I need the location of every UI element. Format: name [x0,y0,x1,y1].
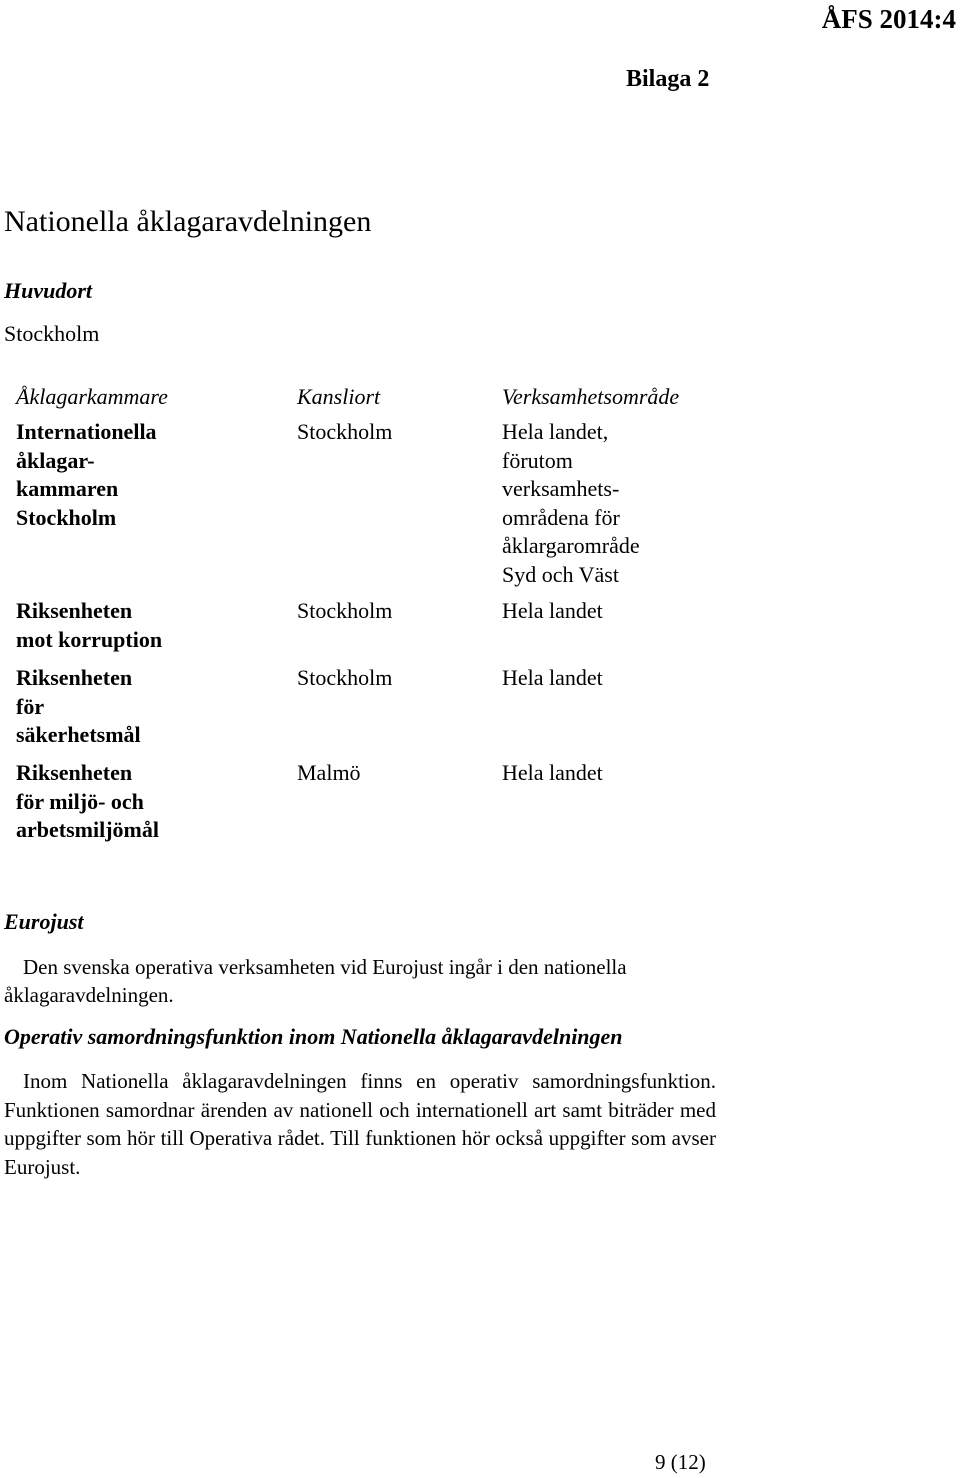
table-cell-chamber: Internationella åklagar- kammaren Stockholm [16,419,157,530]
table-cell-area: Hela landet [502,760,603,785]
table-cell-office: Stockholm [297,665,393,690]
appendix-label: Bilaga 2 [626,66,710,92]
column-header-area: Verksamhetsområde [502,384,680,409]
operative-paragraph-text: Inom Nationella åklagaravdelningen finns en operativ samordningsfunktion. Funktionen samordnar ärenden av nationell och internationell art samt biträder med uppgifter som hör till Operativa rådet. Till funktionen hör också uppgifter som avser Eurojust. [4,1069,716,1179]
table-cell-chamber: Riksenheten för miljö- och arbetsmiljömål [16,760,159,842]
headquarters-heading: Huvudort [4,278,93,303]
page-title: Nationella åklagaravdelningen [4,205,372,238]
eurojust-heading: Eurojust [4,909,84,934]
table-cell-office: Stockholm [297,419,393,444]
table-cell-area: Hela landet [502,665,603,690]
table-cell-office: Stockholm [297,598,393,623]
eurojust-paragraph [4,953,716,1009]
table-cell-chamber: Riksenheten mot korruption [16,598,163,652]
column-header-chamber: Åklagarkammare [16,384,168,409]
headquarters-value: Stockholm [4,321,100,346]
eurojust-paragraph-text: Den svenska operativa verksamheten vid Eurojust ingår i den nationella åklagaravdelningen. [4,955,627,1007]
table-cell-area: Hela landet [502,598,603,623]
column-header-office: Kansliort [297,384,381,409]
table-cell-area: Hela landet, förutom verksamhets- områdena för åklargarområde Syd och Väst [502,419,640,587]
table-cell-office: Malmö [297,760,361,785]
operative-heading: Operativ samordningsfunktion inom Nationella åklagaravdelningen [4,1024,623,1049]
page-number: 9 (12) [655,1450,706,1474]
table-cell-chamber: Riksenheten för säkerhetsmål [16,665,141,747]
operative-paragraph [4,1067,716,1181]
document-code: ÅFS 2014:4 [821,4,956,34]
